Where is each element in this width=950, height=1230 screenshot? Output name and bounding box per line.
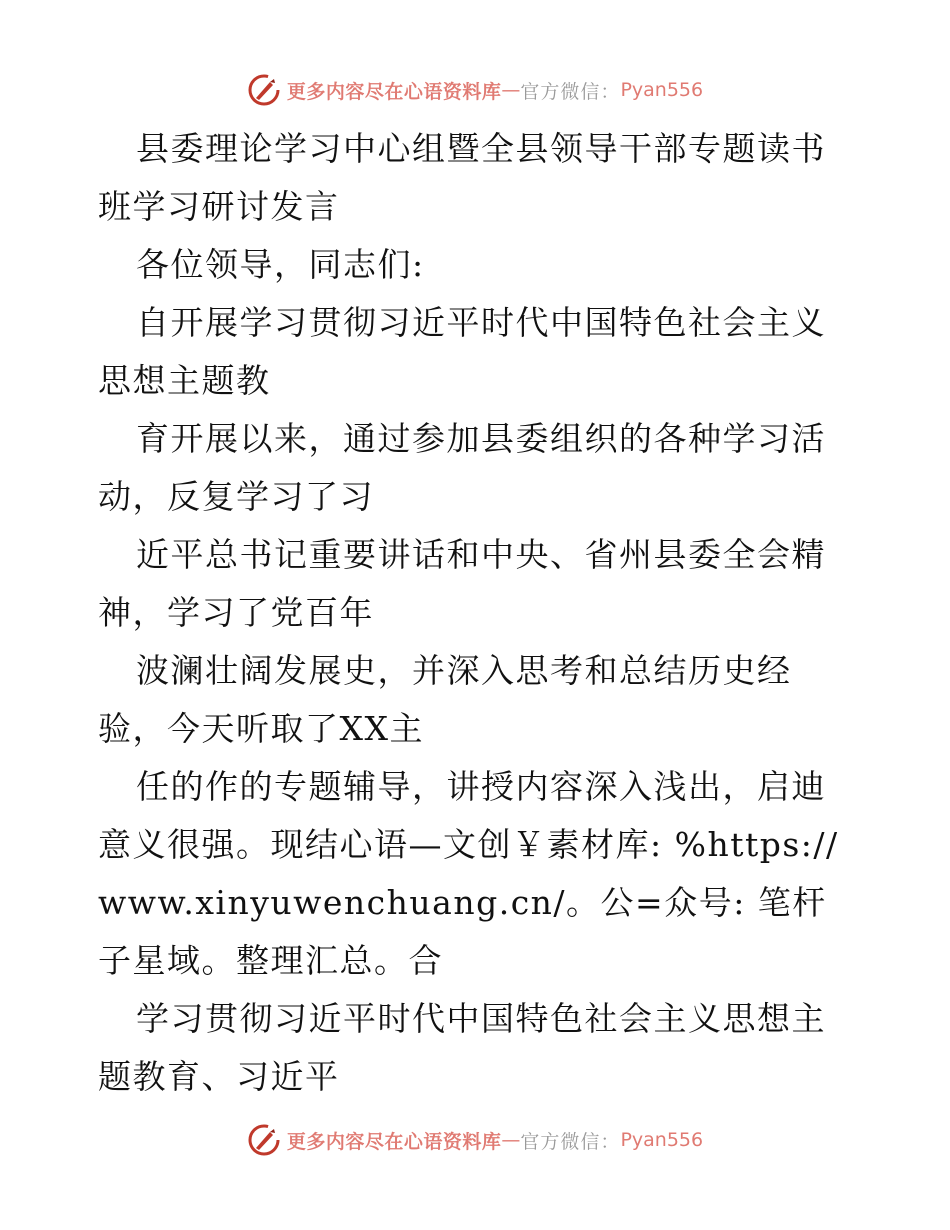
banner-brand-text: 更多内容尽在心语资料库 bbox=[286, 1130, 502, 1153]
header-watermark-banner bbox=[0, 72, 950, 108]
footer-watermark-banner bbox=[0, 1122, 950, 1158]
paragraph: 自开展学习贯彻习近平时代中国特色社会主义思想主题教 bbox=[98, 303, 826, 400]
banner-official-label: 官方微信： bbox=[520, 80, 621, 103]
document-title: 县委理论学习中心组暨全县领导干部专题读书班学习研讨发言 bbox=[98, 129, 826, 226]
paragraph: 学习贯彻习近平时代中国特色社会主义思想主题教育、习近平 bbox=[98, 999, 826, 1096]
banner-official-label: 官方微信： bbox=[520, 1130, 621, 1153]
greeting: 各位领导，同志们: bbox=[136, 245, 425, 284]
paragraph: 近平总书记重要讲话和中央、省州县委全会精神，学习了党百年 bbox=[98, 535, 826, 632]
banner-brand-text: 更多内容尽在心语资料库 bbox=[286, 80, 502, 103]
paragraph: 育开展以来，通过参加县委组织的各种学习活动，反复学习了习 bbox=[98, 419, 826, 516]
paragraph: 波澜壮阔发展史，并深入思考和总结历史经验，今天听取了XX主 bbox=[98, 651, 792, 748]
banner-wechat-handle: Pyan556 bbox=[620, 79, 704, 101]
paragraph: 任的作的专题辅导，讲授内容深入浅出，启迪意义很强。现结心语—文创￥素材库: %https://www.xinyuwenchuang.cn/。公=众号: 笔杆子星域。整理汇总。合 bbox=[98, 767, 839, 980]
feather-pen-logo-icon bbox=[247, 1123, 281, 1157]
banner-wechat-handle: Pyan556 bbox=[620, 1129, 704, 1151]
banner-dash: — bbox=[501, 79, 521, 101]
feather-pen-logo-icon bbox=[247, 73, 281, 107]
document-body bbox=[98, 120, 858, 1106]
banner-dash: — bbox=[501, 1129, 521, 1151]
